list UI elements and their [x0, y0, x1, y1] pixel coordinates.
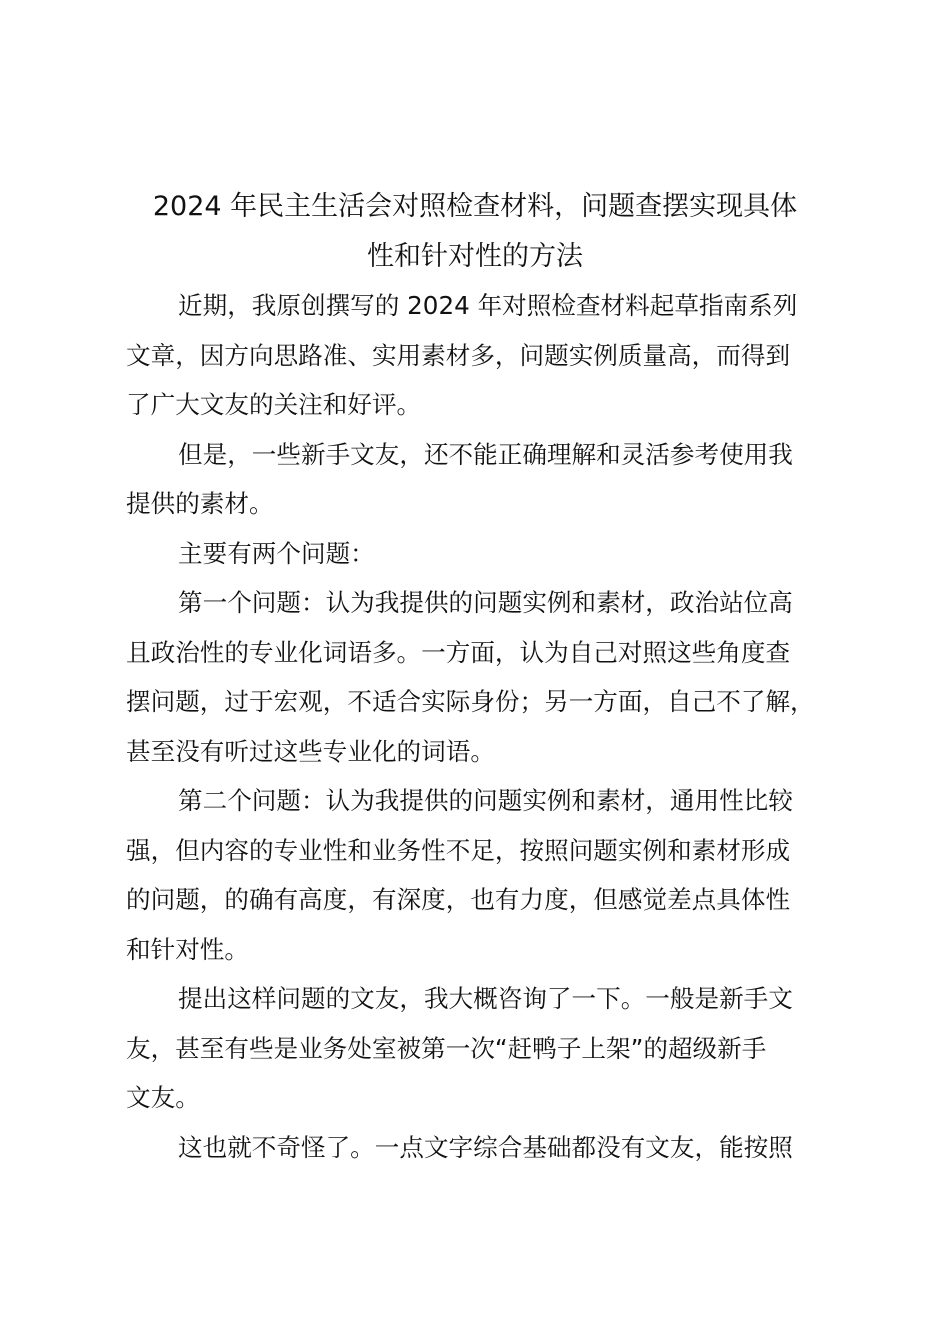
- paragraph-line: 这也就不奇怪了。一点文字综合基础都没有文友，能按照: [178, 1132, 793, 1162]
- paragraph-2: [126, 430, 828, 529]
- paragraph-4: [126, 578, 828, 776]
- title-line-2: 性和针对性的方法: [367, 241, 583, 272]
- paragraph-line: 了广大文友的关注和好评。: [126, 390, 422, 419]
- paragraph-line: 第一个问题：认为我提供的问题实例和素材，政治站位高: [178, 588, 793, 617]
- paragraph-line: 但是，一些新手文友，还不能正确理解和灵活参考使用我: [178, 439, 793, 469]
- paragraph-line: 主要有两个问题：: [178, 538, 375, 568]
- paragraph-7: [126, 1123, 828, 1173]
- paragraph-line: 第二个问题：认为我提供的问题实例和素材，通用性比较: [178, 786, 793, 815]
- paragraph-3: [126, 529, 828, 579]
- paragraph-6: [126, 974, 828, 1123]
- title-line-1: 2024 年民主生活会对照检查材料，问题查摆实现具体: [152, 191, 798, 222]
- paragraph-line: 且政治性的专业化词语多。一方面，认为自己对照这些角度查: [126, 637, 791, 667]
- paragraph-line: 强，但内容的专业性和业务性不足，按照问题实例和素材形成: [126, 835, 791, 865]
- paragraph-1: [126, 281, 828, 430]
- paragraph-line: 甚至没有听过这些专业化的词语。: [126, 736, 495, 766]
- paragraph-line: 提出这样问题的文友，我大概咨询了一下。一般是新手文: [178, 984, 793, 1013]
- paragraph-line: 提供的素材。: [126, 489, 274, 518]
- paragraph-line: 友，甚至有些是业务处室被第一次“赶鸭子上架”的超级新手: [126, 1033, 767, 1063]
- paragraph-line: 文友。: [126, 1083, 200, 1112]
- document-body: [126, 281, 828, 1172]
- paragraph-5: [126, 776, 828, 974]
- paragraph-line: 文章，因方向思路准、实用素材多，问题实例质量高，而得到: [126, 340, 791, 370]
- paragraph-line: 和针对性。: [126, 934, 249, 964]
- document-title: [100, 182, 850, 282]
- paragraph-line: 近期，我原创撰写的 2024 年对照检查材料起草指南系列: [178, 291, 798, 320]
- paragraph-line: 的问题，的确有高度，有深度，也有力度，但感觉差点具体性: [126, 885, 791, 914]
- paragraph-line: 摆问题，过于宏观，不适合实际身份；另一方面，自己不了解，: [126, 687, 815, 716]
